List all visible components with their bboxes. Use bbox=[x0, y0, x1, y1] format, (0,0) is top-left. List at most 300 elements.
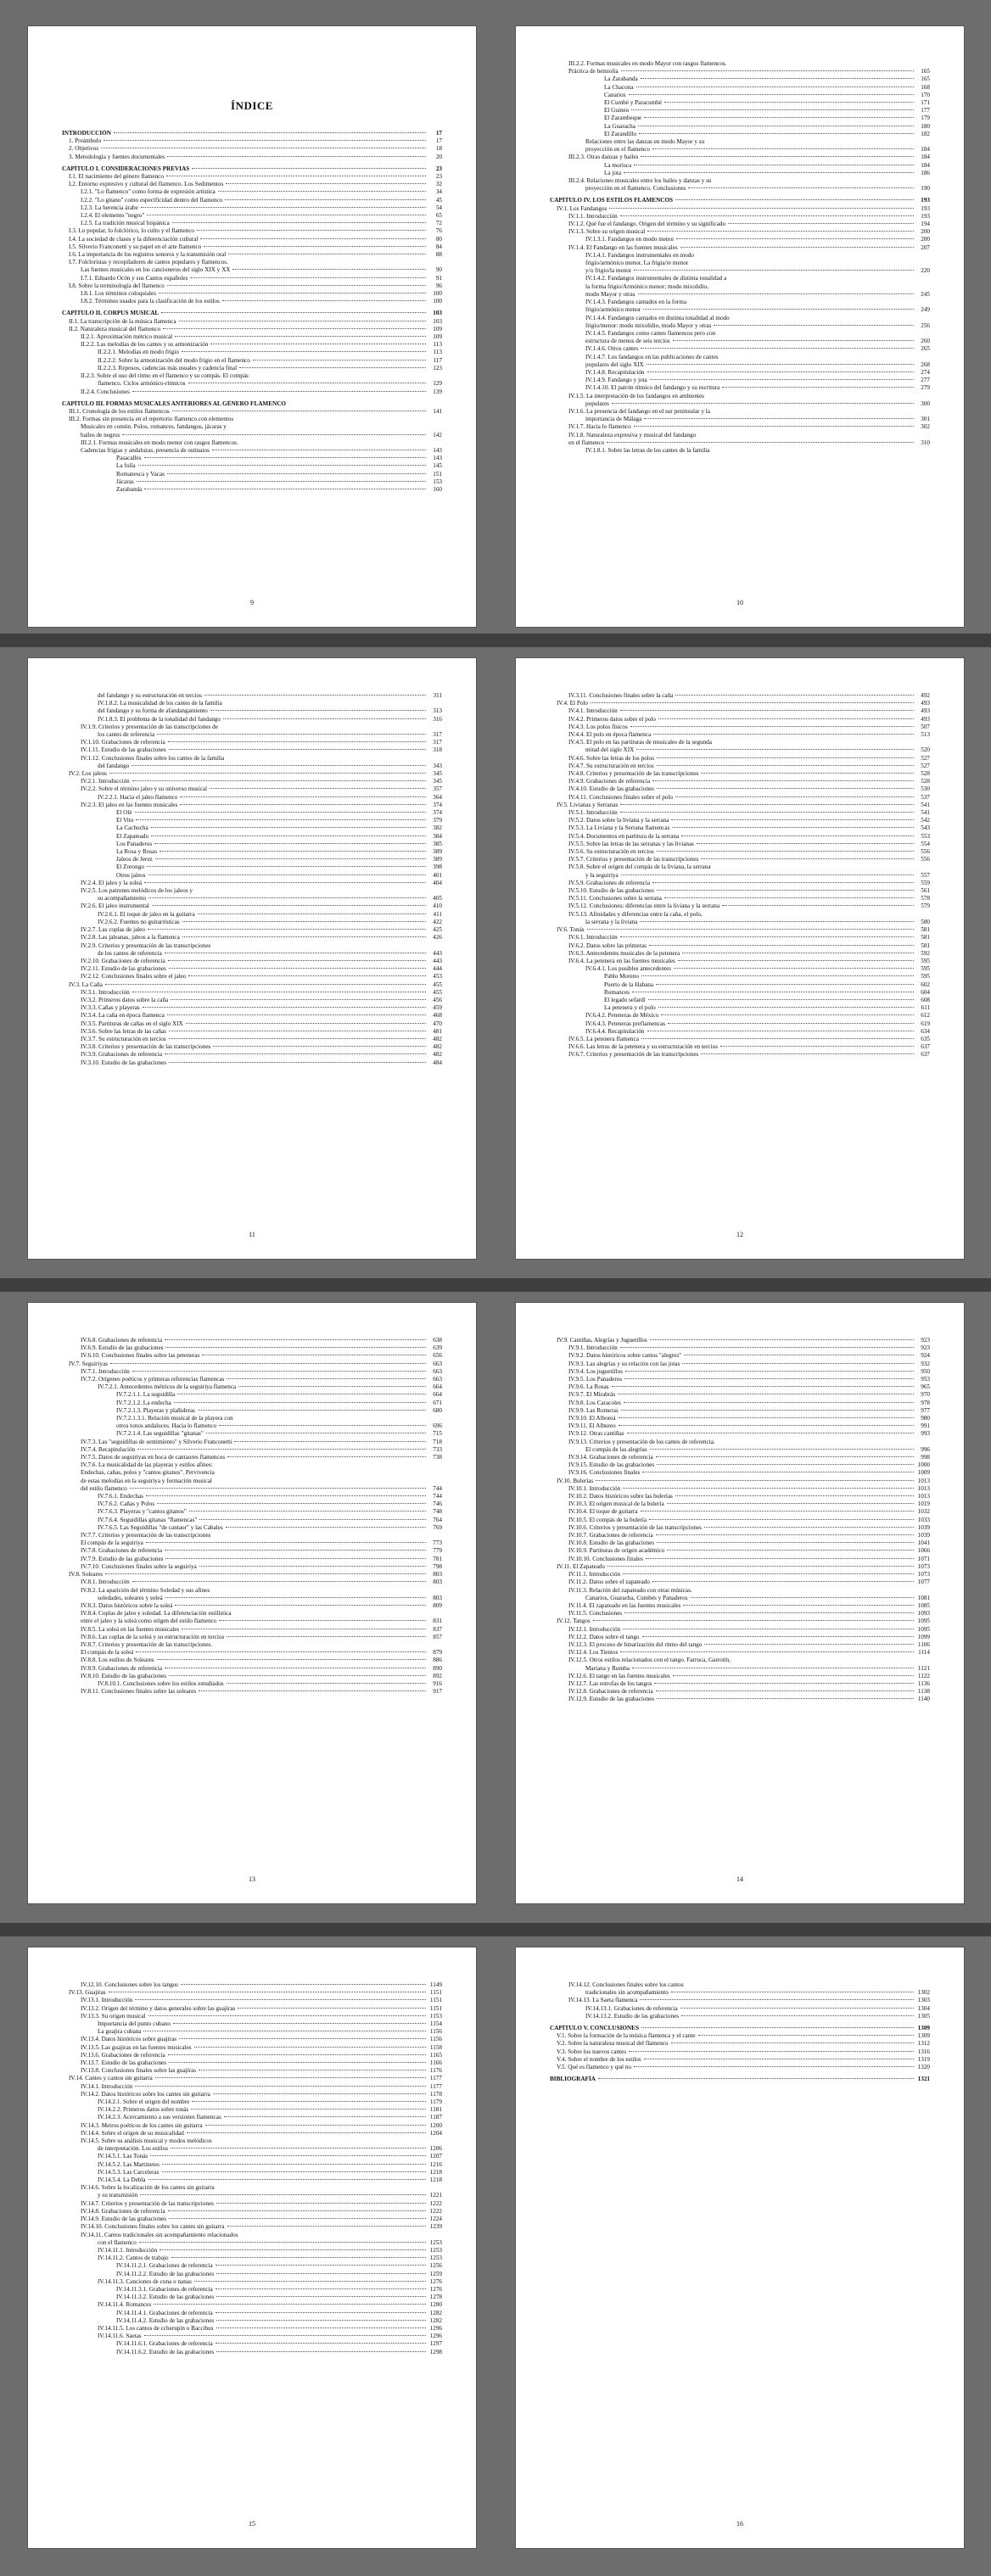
toc-entry[interactable] bbox=[550, 2048, 930, 2056]
toc-entry[interactable] bbox=[550, 291, 930, 299]
toc-entry[interactable] bbox=[62, 863, 442, 871]
toc-entry[interactable] bbox=[550, 447, 930, 455]
toc-entry[interactable] bbox=[62, 1680, 442, 1688]
toc-entry[interactable] bbox=[550, 84, 930, 92]
toc-entry[interactable] bbox=[62, 486, 442, 494]
toc-entry[interactable] bbox=[550, 60, 930, 68]
toc-entry[interactable] bbox=[550, 1461, 930, 1469]
toc-entry[interactable] bbox=[62, 1547, 442, 1555]
toc-entry[interactable] bbox=[62, 1563, 442, 1571]
toc-entry[interactable] bbox=[550, 848, 930, 856]
toc-entry[interactable] bbox=[62, 2161, 442, 2169]
toc-entry[interactable] bbox=[550, 1626, 930, 1634]
toc-entry[interactable] bbox=[550, 841, 930, 848]
toc-entry[interactable] bbox=[62, 958, 442, 965]
toc-entry[interactable] bbox=[550, 1376, 930, 1383]
toc-entry[interactable] bbox=[62, 755, 442, 763]
toc-entry[interactable] bbox=[550, 338, 930, 345]
toc-entry[interactable] bbox=[550, 1539, 930, 1547]
toc-entry[interactable] bbox=[62, 2208, 442, 2216]
toc-entry[interactable] bbox=[550, 880, 930, 887]
toc-entry[interactable] bbox=[62, 357, 442, 365]
toc-entry[interactable] bbox=[550, 724, 930, 731]
toc-entry[interactable] bbox=[550, 205, 930, 213]
toc-entry[interactable] bbox=[62, 2247, 442, 2255]
toc-entry[interactable] bbox=[62, 1524, 442, 1532]
toc-entry[interactable] bbox=[62, 275, 442, 282]
toc-entry[interactable] bbox=[62, 926, 442, 934]
toc-entry[interactable] bbox=[550, 1439, 930, 1446]
toc-entry[interactable] bbox=[550, 887, 930, 895]
toc-entry[interactable] bbox=[62, 707, 442, 715]
toc-entry[interactable] bbox=[550, 1587, 930, 1595]
toc-entry[interactable] bbox=[62, 388, 442, 396]
toc-entry[interactable] bbox=[550, 185, 930, 193]
toc-entry[interactable] bbox=[62, 1028, 442, 1036]
toc-entry[interactable] bbox=[550, 260, 930, 267]
toc-entry[interactable] bbox=[550, 1610, 930, 1618]
toc-entry[interactable] bbox=[550, 809, 930, 817]
toc-entry[interactable] bbox=[550, 361, 930, 369]
toc-entry[interactable] bbox=[62, 1439, 442, 1446]
toc-entry[interactable] bbox=[550, 2032, 930, 2040]
toc-entry[interactable] bbox=[62, 478, 442, 486]
toc-entry[interactable] bbox=[550, 989, 930, 997]
toc-entry[interactable] bbox=[62, 841, 442, 848]
toc-entry[interactable] bbox=[550, 1383, 930, 1391]
toc-entry[interactable] bbox=[62, 2278, 442, 2286]
toc-entry[interactable] bbox=[550, 1407, 930, 1415]
toc-entry[interactable] bbox=[62, 1469, 442, 1477]
toc-entry[interactable] bbox=[62, 981, 442, 989]
toc-entry[interactable] bbox=[62, 2216, 442, 2223]
toc-entry[interactable] bbox=[550, 785, 930, 793]
toc-entry[interactable] bbox=[62, 1407, 442, 1415]
toc-entry[interactable] bbox=[62, 1352, 442, 1360]
toc-entry[interactable] bbox=[62, 165, 442, 173]
toc-entry[interactable] bbox=[550, 1517, 930, 1524]
toc-entry[interactable] bbox=[62, 2223, 442, 2231]
toc-entry[interactable] bbox=[550, 2064, 930, 2071]
toc-entry[interactable] bbox=[62, 880, 442, 887]
toc-entry[interactable] bbox=[62, 1036, 442, 1043]
toc-entry[interactable] bbox=[62, 471, 442, 478]
toc-entry[interactable] bbox=[550, 824, 930, 832]
toc-entry[interactable] bbox=[62, 2013, 442, 2020]
toc-entry[interactable] bbox=[62, 259, 442, 266]
toc-entry[interactable] bbox=[62, 911, 442, 919]
toc-entry[interactable] bbox=[62, 1400, 442, 1407]
toc-entry[interactable] bbox=[62, 1618, 442, 1625]
toc-entry[interactable] bbox=[62, 408, 442, 416]
toc-entry[interactable] bbox=[550, 1997, 930, 2004]
toc-entry[interactable] bbox=[62, 2325, 442, 2333]
toc-entry[interactable] bbox=[62, 778, 442, 785]
toc-entry[interactable] bbox=[62, 1361, 442, 1368]
toc-entry[interactable] bbox=[550, 1368, 930, 1376]
toc-entry[interactable] bbox=[62, 341, 442, 349]
toc-entry[interactable] bbox=[550, 439, 930, 447]
toc-entry[interactable] bbox=[62, 1517, 442, 1524]
toc-entry[interactable] bbox=[62, 400, 442, 408]
toc-entry[interactable] bbox=[550, 2025, 930, 2032]
toc-entry[interactable] bbox=[550, 973, 930, 981]
toc-entry[interactable] bbox=[62, 154, 442, 161]
toc-entry[interactable] bbox=[62, 2176, 442, 2184]
toc-entry[interactable] bbox=[550, 1485, 930, 1493]
toc-entry[interactable] bbox=[550, 330, 930, 338]
toc-entry[interactable] bbox=[62, 2028, 442, 2036]
toc-entry[interactable] bbox=[550, 1344, 930, 1352]
toc-entry[interactable] bbox=[550, 707, 930, 715]
toc-entry[interactable] bbox=[62, 462, 442, 470]
toc-entry[interactable] bbox=[62, 2044, 442, 2052]
toc-entry[interactable] bbox=[62, 1478, 442, 1485]
toc-entry[interactable] bbox=[550, 1500, 930, 1508]
toc-entry[interactable] bbox=[550, 919, 930, 926]
toc-entry[interactable] bbox=[62, 326, 442, 333]
toc-entry[interactable] bbox=[550, 423, 930, 431]
toc-entry[interactable] bbox=[550, 1602, 930, 1610]
toc-entry[interactable] bbox=[62, 973, 442, 981]
toc-entry[interactable] bbox=[62, 2294, 442, 2301]
toc-entry[interactable] bbox=[550, 1563, 930, 1571]
toc-entry[interactable] bbox=[62, 2067, 442, 2075]
toc-entry[interactable] bbox=[62, 416, 442, 423]
toc-entry[interactable] bbox=[550, 1524, 930, 1532]
toc-entry[interactable] bbox=[62, 692, 442, 700]
toc-entry[interactable] bbox=[550, 794, 930, 802]
toc-entry[interactable] bbox=[62, 1012, 442, 1020]
toc-entry[interactable] bbox=[62, 1454, 442, 1461]
toc-entry[interactable] bbox=[62, 1634, 442, 1641]
toc-entry[interactable] bbox=[550, 1051, 930, 1059]
toc-entry[interactable] bbox=[62, 318, 442, 326]
toc-entry[interactable] bbox=[62, 724, 442, 731]
toc-entry[interactable] bbox=[62, 2020, 442, 2028]
toc-entry[interactable] bbox=[550, 68, 930, 75]
toc-entry[interactable] bbox=[550, 1571, 930, 1579]
toc-entry[interactable] bbox=[550, 934, 930, 942]
toc-entry[interactable] bbox=[550, 833, 930, 841]
toc-entry[interactable] bbox=[62, 365, 442, 372]
toc-entry[interactable] bbox=[62, 2340, 442, 2348]
toc-entry[interactable] bbox=[62, 1020, 442, 1028]
toc-entry[interactable] bbox=[550, 115, 930, 122]
toc-entry[interactable] bbox=[550, 817, 930, 824]
toc-entry[interactable] bbox=[62, 173, 442, 181]
toc-entry[interactable] bbox=[62, 439, 442, 447]
toc-entry[interactable] bbox=[550, 228, 930, 236]
toc-entry[interactable] bbox=[550, 997, 930, 1004]
toc-entry[interactable] bbox=[62, 349, 442, 356]
toc-entry[interactable] bbox=[62, 856, 442, 863]
toc-entry[interactable] bbox=[550, 177, 930, 185]
toc-entry[interactable] bbox=[62, 2349, 442, 2356]
toc-entry[interactable] bbox=[550, 2005, 930, 2013]
toc-entry[interactable] bbox=[550, 902, 930, 910]
toc-entry[interactable] bbox=[62, 942, 442, 950]
toc-entry[interactable] bbox=[62, 2262, 442, 2270]
toc-entry[interactable] bbox=[62, 2310, 442, 2317]
toc-entry[interactable] bbox=[62, 950, 442, 958]
toc-entry[interactable] bbox=[550, 802, 930, 809]
toc-entry[interactable] bbox=[550, 384, 930, 392]
toc-entry[interactable] bbox=[550, 99, 930, 107]
toc-entry[interactable] bbox=[62, 251, 442, 259]
toc-entry[interactable] bbox=[550, 1657, 930, 1664]
toc-entry[interactable] bbox=[62, 1415, 442, 1422]
toc-entry[interactable] bbox=[62, 763, 442, 770]
toc-entry[interactable] bbox=[550, 926, 930, 934]
toc-entry[interactable] bbox=[62, 1043, 442, 1051]
toc-entry[interactable] bbox=[62, 1981, 442, 1989]
toc-entry[interactable] bbox=[62, 145, 442, 153]
toc-entry[interactable] bbox=[550, 369, 930, 377]
toc-entry[interactable] bbox=[62, 1579, 442, 1586]
toc-entry[interactable] bbox=[62, 809, 442, 817]
toc-entry[interactable] bbox=[62, 432, 442, 439]
toc-entry[interactable] bbox=[62, 2059, 442, 2067]
toc-entry[interactable] bbox=[550, 1532, 930, 1539]
toc-entry[interactable] bbox=[62, 746, 442, 754]
toc-entry[interactable] bbox=[62, 1500, 442, 1508]
toc-entry[interactable] bbox=[62, 1059, 442, 1067]
toc-entry[interactable] bbox=[550, 755, 930, 763]
toc-entry[interactable] bbox=[550, 92, 930, 99]
toc-entry[interactable] bbox=[62, 1571, 442, 1579]
toc-entry[interactable] bbox=[550, 965, 930, 973]
toc-entry[interactable] bbox=[62, 2083, 442, 2091]
toc-entry[interactable] bbox=[62, 1344, 442, 1352]
toc-entry[interactable] bbox=[62, 887, 442, 895]
toc-entry[interactable] bbox=[62, 2255, 442, 2262]
toc-entry[interactable] bbox=[550, 299, 930, 306]
toc-entry[interactable] bbox=[550, 1012, 930, 1020]
toc-entry[interactable] bbox=[550, 872, 930, 880]
toc-entry[interactable] bbox=[62, 1587, 442, 1595]
toc-entry[interactable] bbox=[62, 2052, 442, 2059]
toc-entry[interactable] bbox=[62, 130, 442, 137]
toc-entry[interactable] bbox=[550, 197, 930, 204]
toc-entry[interactable] bbox=[550, 895, 930, 902]
toc-entry[interactable] bbox=[550, 252, 930, 260]
toc-entry[interactable] bbox=[62, 895, 442, 902]
toc-entry[interactable] bbox=[550, 408, 930, 416]
toc-entry[interactable] bbox=[62, 181, 442, 188]
toc-entry[interactable] bbox=[550, 1634, 930, 1641]
toc-entry[interactable] bbox=[550, 739, 930, 746]
toc-entry[interactable] bbox=[550, 1673, 930, 1680]
toc-entry[interactable] bbox=[62, 997, 442, 1004]
toc-entry[interactable] bbox=[550, 131, 930, 138]
toc-entry[interactable] bbox=[62, 1595, 442, 1602]
toc-entry[interactable] bbox=[550, 1556, 930, 1563]
toc-entry[interactable] bbox=[550, 1508, 930, 1516]
toc-entry[interactable] bbox=[62, 2169, 442, 2176]
toc-entry[interactable] bbox=[62, 197, 442, 204]
toc-entry[interactable] bbox=[62, 372, 442, 380]
toc-entry[interactable] bbox=[550, 1036, 930, 1043]
toc-entry[interactable] bbox=[550, 770, 930, 778]
toc-entry[interactable] bbox=[62, 236, 442, 243]
toc-entry[interactable] bbox=[550, 1020, 930, 1028]
toc-entry[interactable] bbox=[550, 692, 930, 700]
toc-entry[interactable] bbox=[62, 770, 442, 778]
toc-entry[interactable] bbox=[550, 345, 930, 353]
toc-entry[interactable] bbox=[550, 958, 930, 965]
toc-entry[interactable] bbox=[62, 2286, 442, 2294]
toc-entry[interactable] bbox=[62, 1556, 442, 1563]
toc-entry[interactable] bbox=[550, 1391, 930, 1399]
toc-entry[interactable] bbox=[550, 75, 930, 83]
toc-entry[interactable] bbox=[62, 455, 442, 462]
toc-entry[interactable] bbox=[62, 1376, 442, 1383]
toc-entry[interactable] bbox=[62, 700, 442, 707]
toc-entry[interactable] bbox=[550, 162, 930, 170]
toc-entry[interactable] bbox=[62, 794, 442, 802]
toc-entry[interactable] bbox=[62, 2153, 442, 2160]
toc-entry[interactable] bbox=[62, 2114, 442, 2121]
toc-entry[interactable] bbox=[62, 2005, 442, 2013]
toc-entry[interactable] bbox=[550, 107, 930, 115]
toc-entry[interactable] bbox=[62, 1688, 442, 1696]
toc-entry[interactable] bbox=[62, 2192, 442, 2199]
toc-entry[interactable] bbox=[62, 1430, 442, 1438]
toc-entry[interactable] bbox=[550, 942, 930, 950]
toc-entry[interactable] bbox=[62, 212, 442, 220]
toc-entry[interactable] bbox=[550, 432, 930, 439]
toc-entry[interactable] bbox=[62, 1422, 442, 1430]
toc-entry[interactable] bbox=[62, 848, 442, 856]
toc-entry[interactable] bbox=[62, 204, 442, 212]
toc-entry[interactable] bbox=[62, 1493, 442, 1500]
toc-entry[interactable] bbox=[550, 1989, 930, 1997]
toc-entry[interactable] bbox=[62, 2271, 442, 2278]
toc-entry[interactable] bbox=[62, 2184, 442, 2192]
toc-entry[interactable] bbox=[62, 1532, 442, 1539]
toc-entry[interactable] bbox=[550, 1028, 930, 1036]
toc-entry[interactable] bbox=[550, 221, 930, 228]
toc-entry[interactable] bbox=[62, 1391, 442, 1399]
toc-entry[interactable] bbox=[550, 236, 930, 243]
toc-entry[interactable] bbox=[62, 266, 442, 274]
toc-entry[interactable] bbox=[62, 785, 442, 793]
toc-entry[interactable] bbox=[550, 1422, 930, 1430]
toc-entry[interactable] bbox=[550, 1595, 930, 1602]
toc-entry[interactable] bbox=[62, 2122, 442, 2130]
toc-entry[interactable] bbox=[550, 393, 930, 400]
toc-entry[interactable] bbox=[550, 138, 930, 146]
toc-entry[interactable] bbox=[62, 298, 442, 305]
toc-entry[interactable] bbox=[62, 2098, 442, 2106]
toc-entry[interactable] bbox=[62, 2301, 442, 2309]
toc-entry[interactable] bbox=[550, 1446, 930, 1454]
toc-entry[interactable] bbox=[62, 2036, 442, 2043]
toc-entry[interactable] bbox=[62, 1649, 442, 1657]
toc-entry[interactable] bbox=[62, 137, 442, 145]
toc-entry[interactable] bbox=[550, 146, 930, 154]
toc-entry[interactable] bbox=[550, 1665, 930, 1673]
toc-entry[interactable] bbox=[62, 824, 442, 832]
toc-entry[interactable] bbox=[62, 188, 442, 196]
toc-entry[interactable] bbox=[550, 1004, 930, 1012]
toc-entry[interactable] bbox=[550, 377, 930, 384]
toc-entry[interactable] bbox=[62, 1665, 442, 1673]
toc-entry[interactable] bbox=[550, 275, 930, 282]
toc-entry[interactable] bbox=[62, 2200, 442, 2208]
toc-entry[interactable] bbox=[62, 802, 442, 809]
toc-entry[interactable] bbox=[550, 283, 930, 291]
toc-entry[interactable] bbox=[550, 716, 930, 724]
toc-entry[interactable] bbox=[62, 2075, 442, 2082]
toc-entry[interactable] bbox=[550, 1493, 930, 1500]
toc-entry[interactable] bbox=[550, 1352, 930, 1360]
toc-entry[interactable] bbox=[550, 1680, 930, 1688]
toc-entry[interactable] bbox=[62, 2106, 442, 2114]
toc-entry[interactable] bbox=[550, 244, 930, 252]
toc-entry[interactable] bbox=[62, 1461, 442, 1469]
toc-entry[interactable] bbox=[62, 2239, 442, 2247]
toc-entry[interactable] bbox=[550, 856, 930, 863]
toc-entry[interactable] bbox=[550, 154, 930, 161]
toc-entry[interactable] bbox=[550, 354, 930, 361]
toc-entry[interactable] bbox=[550, 1641, 930, 1649]
toc-entry[interactable] bbox=[550, 863, 930, 871]
toc-entry[interactable] bbox=[62, 731, 442, 739]
toc-entry[interactable] bbox=[62, 220, 442, 227]
toc-entry[interactable] bbox=[550, 763, 930, 770]
toc-entry[interactable] bbox=[550, 2013, 930, 2020]
toc-entry[interactable] bbox=[62, 919, 442, 926]
toc-entry[interactable] bbox=[62, 934, 442, 942]
toc-entry[interactable] bbox=[62, 1508, 442, 1516]
toc-entry[interactable] bbox=[62, 227, 442, 235]
toc-entry[interactable] bbox=[550, 2076, 930, 2083]
toc-entry[interactable] bbox=[550, 746, 930, 754]
toc-entry[interactable] bbox=[62, 423, 442, 431]
toc-entry[interactable] bbox=[62, 989, 442, 997]
toc-entry[interactable] bbox=[550, 1579, 930, 1586]
toc-entry[interactable] bbox=[62, 872, 442, 880]
toc-entry[interactable] bbox=[62, 2137, 442, 2145]
toc-entry[interactable] bbox=[550, 1688, 930, 1696]
toc-entry[interactable] bbox=[550, 1454, 930, 1461]
toc-entry[interactable] bbox=[62, 1641, 442, 1649]
toc-entry[interactable] bbox=[550, 911, 930, 919]
toc-entry[interactable] bbox=[62, 282, 442, 290]
toc-entry[interactable] bbox=[550, 322, 930, 330]
toc-entry[interactable] bbox=[62, 1610, 442, 1618]
toc-entry[interactable] bbox=[550, 400, 930, 408]
toc-entry[interactable] bbox=[550, 315, 930, 322]
toc-entry[interactable] bbox=[62, 2232, 442, 2239]
toc-entry[interactable] bbox=[550, 950, 930, 958]
toc-entry[interactable] bbox=[62, 1989, 442, 1997]
toc-entry[interactable] bbox=[62, 1657, 442, 1664]
toc-entry[interactable] bbox=[550, 1696, 930, 1703]
toc-entry[interactable] bbox=[62, 447, 442, 455]
toc-entry[interactable] bbox=[550, 1400, 930, 1407]
toc-entry[interactable] bbox=[62, 1997, 442, 2004]
toc-entry[interactable] bbox=[550, 1430, 930, 1438]
toc-entry[interactable] bbox=[550, 306, 930, 314]
toc-entry[interactable] bbox=[550, 1547, 930, 1555]
toc-entry[interactable] bbox=[550, 1649, 930, 1657]
toc-entry[interactable] bbox=[550, 170, 930, 177]
toc-entry[interactable] bbox=[550, 1361, 930, 1368]
toc-entry[interactable] bbox=[550, 1981, 930, 1989]
